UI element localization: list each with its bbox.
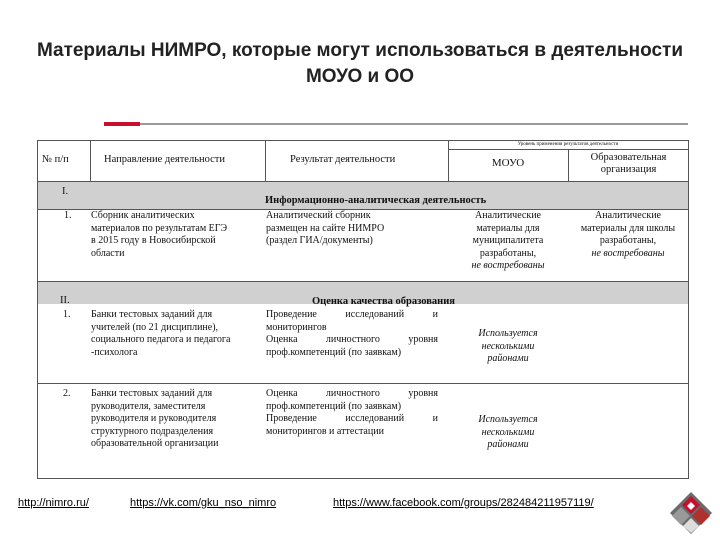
header-direction: Направление деятельности	[104, 154, 225, 165]
row-1-1-org: Аналитические материалы для школы разработаны, не востребованы	[568, 210, 688, 260]
title-divider	[104, 123, 688, 125]
vk-group-link[interactable]: https://vk.com/gku_nso_nimro	[130, 497, 277, 509]
row-2-2-result: Оценка личностного уровня проф.компетенций (по заявкам) Проведение исследований и мониторингов и аттестации	[266, 388, 438, 437]
row-1-1-org-note: не востребованы	[591, 247, 665, 259]
row-2-1-mouo: Используется несколькими районами	[478, 328, 538, 364]
row-2-1-direction: Банки тестовых заданий для учителей (по 21 дисциплине), социального педагога и педагога -психолога	[91, 309, 231, 358]
row-1-1-num: 1.	[64, 210, 72, 221]
row-1-1-mouo-note: не востребованы	[471, 260, 545, 271]
section-1-num: I.	[62, 186, 69, 197]
row-2-2-direction: Банки тестовых заданий для руководителя, заместителя руководителя и руководителя структурного подразделения образовательной организации	[91, 388, 219, 449]
row-1-1-mouo: Аналитические материалы для муниципалитета разработаны, не востребованы	[448, 210, 568, 273]
nimro-site-link[interactable]: http://nimro.ru/	[18, 497, 89, 509]
header-result: Результат деятельности	[290, 154, 396, 165]
facebook-group-link[interactable]: https://www.facebook.com/groups/282484211957119/	[333, 497, 594, 509]
header-num: № п/п	[42, 154, 69, 165]
row-1-1-result: Аналитический сборник размещен на сайте НИМРО (раздел ГИА/документы)	[266, 210, 385, 246]
header-usage-levels: Уровень применения результатов деятельности	[517, 142, 619, 147]
row-2-2-mouo: Используется несколькими районами	[478, 414, 538, 450]
section-2-title: Оценка качества образования	[312, 296, 455, 307]
row-1-1-direction: Сборник аналитических материалов по результатам ЕГЭ в 2015 году в Новосибирской области	[91, 210, 228, 259]
row-2-1-result: Проведение исследований и мониторингов Оценка личностного уровня проф.компетенций (по заявкам)	[266, 309, 438, 358]
nimro-logo-icon	[668, 490, 714, 536]
section-1-title: Информационно-аналитическая деятельность	[265, 195, 487, 206]
header-mouo: МОУО	[491, 157, 525, 169]
row-2-2-num: 2.	[63, 388, 71, 399]
section-2-num: II.	[60, 295, 70, 306]
header-org: Образовательная организация	[590, 152, 667, 175]
page-title: Материалы НИМРО, которые могут использоваться в деятельности МОУО и ОО	[36, 40, 684, 87]
row-2-1-num: 1.	[63, 309, 71, 320]
title-divider-accent	[104, 122, 140, 126]
